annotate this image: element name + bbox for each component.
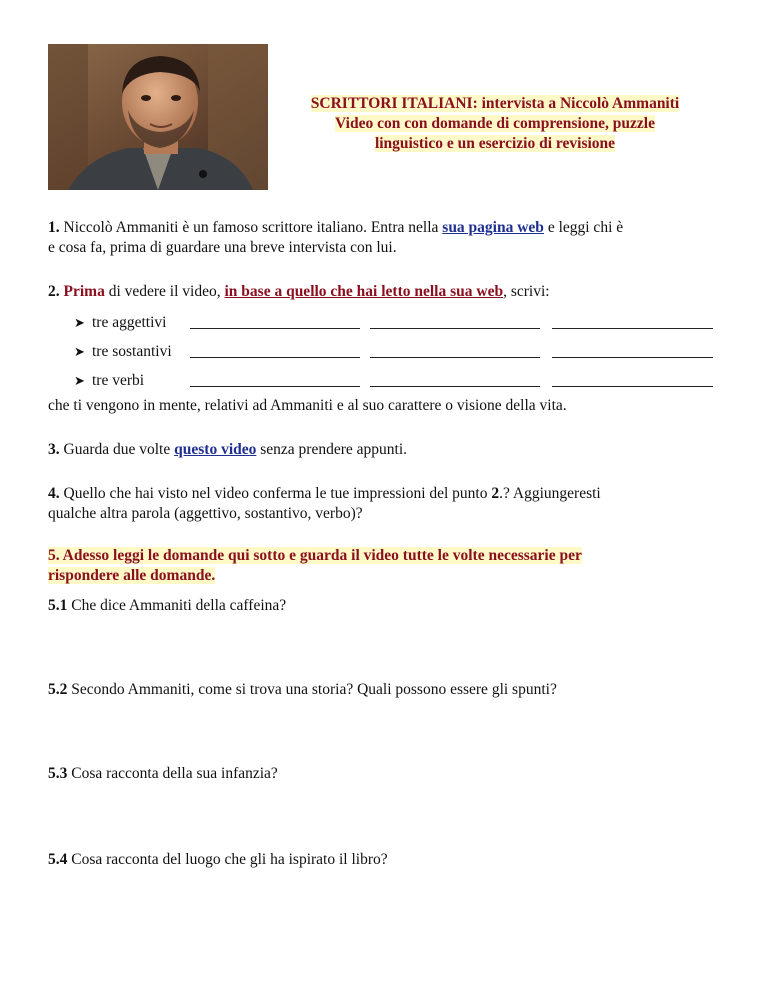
- item-3-text-a: Guarda due volte: [59, 441, 175, 458]
- video-link[interactable]: questo video: [174, 441, 257, 458]
- author-photo: [48, 44, 268, 190]
- item-1-text-b: e leggi chi è: [543, 219, 624, 236]
- question-5-3: [48, 764, 720, 784]
- item-2-underlined: in base a quello che hai letto nella sua web: [224, 283, 504, 300]
- item-1-line-2: e cosa fa, prima di guardare una breve intervista con lui.: [48, 239, 397, 256]
- item-1-number: 1.: [48, 219, 60, 236]
- question-5-1: [48, 596, 720, 616]
- item-3-text-b: senza prendere appunti.: [256, 441, 408, 458]
- answer-blank[interactable]: [190, 308, 360, 329]
- item-2-text-b: , scrivi:: [503, 283, 550, 300]
- item-2-number: 2.: [48, 283, 60, 300]
- question-text: Cosa racconta della sua infanzia?: [67, 765, 278, 782]
- answer-blank[interactable]: [190, 337, 360, 358]
- item-5-line-2: [48, 566, 720, 586]
- question-text: Cosa racconta del luogo che gli ha ispirato il libro?: [67, 851, 388, 868]
- question-text: Secondo Ammaniti, come si trova una storia? Quali possono essere gli spunti?: [67, 681, 557, 698]
- title-line-2: Video con con domande di comprensione, puzzle: [335, 115, 655, 132]
- answer-blank[interactable]: [552, 366, 713, 387]
- item-1-line-1: [48, 218, 720, 238]
- arrow-bullet-icon: ➤: [74, 344, 85, 359]
- title-line-1: SCRITTORI ITALIANI: intervista a Niccolò Ammaniti: [310, 95, 680, 112]
- item-4-text-b: .? Aggiungeresti: [499, 485, 601, 502]
- item-2-after: che ti vengono in mente, relativi ad Ammaniti e al suo carattere o visione della vita.: [48, 397, 567, 414]
- answer-blank[interactable]: [370, 308, 540, 329]
- question-number: 5.1: [48, 597, 68, 614]
- bullet-label: tre verbi: [92, 372, 145, 389]
- item-4-number: 4.: [48, 485, 60, 502]
- question-number: 5.3: [48, 765, 68, 782]
- question-number: 5.2: [48, 681, 68, 698]
- item-5-heading-2: rispondere alle domande.: [48, 567, 216, 584]
- answer-blank[interactable]: [370, 337, 540, 358]
- item-5-heading-1: 5. Adesso leggi le domande qui sotto e guarda il video tutte le volte necessarie per: [48, 547, 582, 564]
- item-2-text-a: di vedere il video,: [104, 283, 225, 300]
- answer-blank[interactable]: [190, 366, 360, 387]
- title-line-3: linguistico e un esercizio di revisione: [374, 135, 616, 152]
- item-3-number: 3.: [48, 441, 60, 458]
- answer-blank[interactable]: [552, 337, 713, 358]
- item-4-line-2: qualche altra parola (aggettivo, sostantivo, verbo)?: [48, 505, 363, 522]
- worksheet-title: [272, 94, 718, 154]
- author-website-link[interactable]: sua pagina web: [442, 219, 544, 236]
- item-4-text-a: Quello che hai visto nel video conferma le tue impressioni del punto: [59, 485, 492, 502]
- question-5-2: [48, 680, 720, 700]
- item-3-line: [48, 440, 720, 460]
- arrow-bullet-icon: ➤: [74, 315, 85, 330]
- item-4-line-1: [48, 484, 720, 504]
- question-text: Che dice Ammaniti della caffeina?: [67, 597, 287, 614]
- question-5-4: [48, 850, 720, 870]
- item-2-line: [48, 282, 720, 302]
- item-5-line-1: [48, 546, 720, 566]
- item-1-text-a: Niccolò Ammaniti è un famoso scrittore italiano. Entra nella: [59, 219, 443, 236]
- question-number: 5.4: [48, 851, 68, 868]
- item-2-prima: Prima: [63, 283, 105, 300]
- bullet-label: tre sostantivi: [92, 343, 172, 360]
- item-4-ref: 2: [491, 485, 500, 502]
- answer-blank[interactable]: [370, 366, 540, 387]
- arrow-bullet-icon: ➤: [74, 373, 85, 388]
- answer-blank[interactable]: [552, 308, 713, 329]
- bullet-label: tre aggettivi: [92, 314, 167, 331]
